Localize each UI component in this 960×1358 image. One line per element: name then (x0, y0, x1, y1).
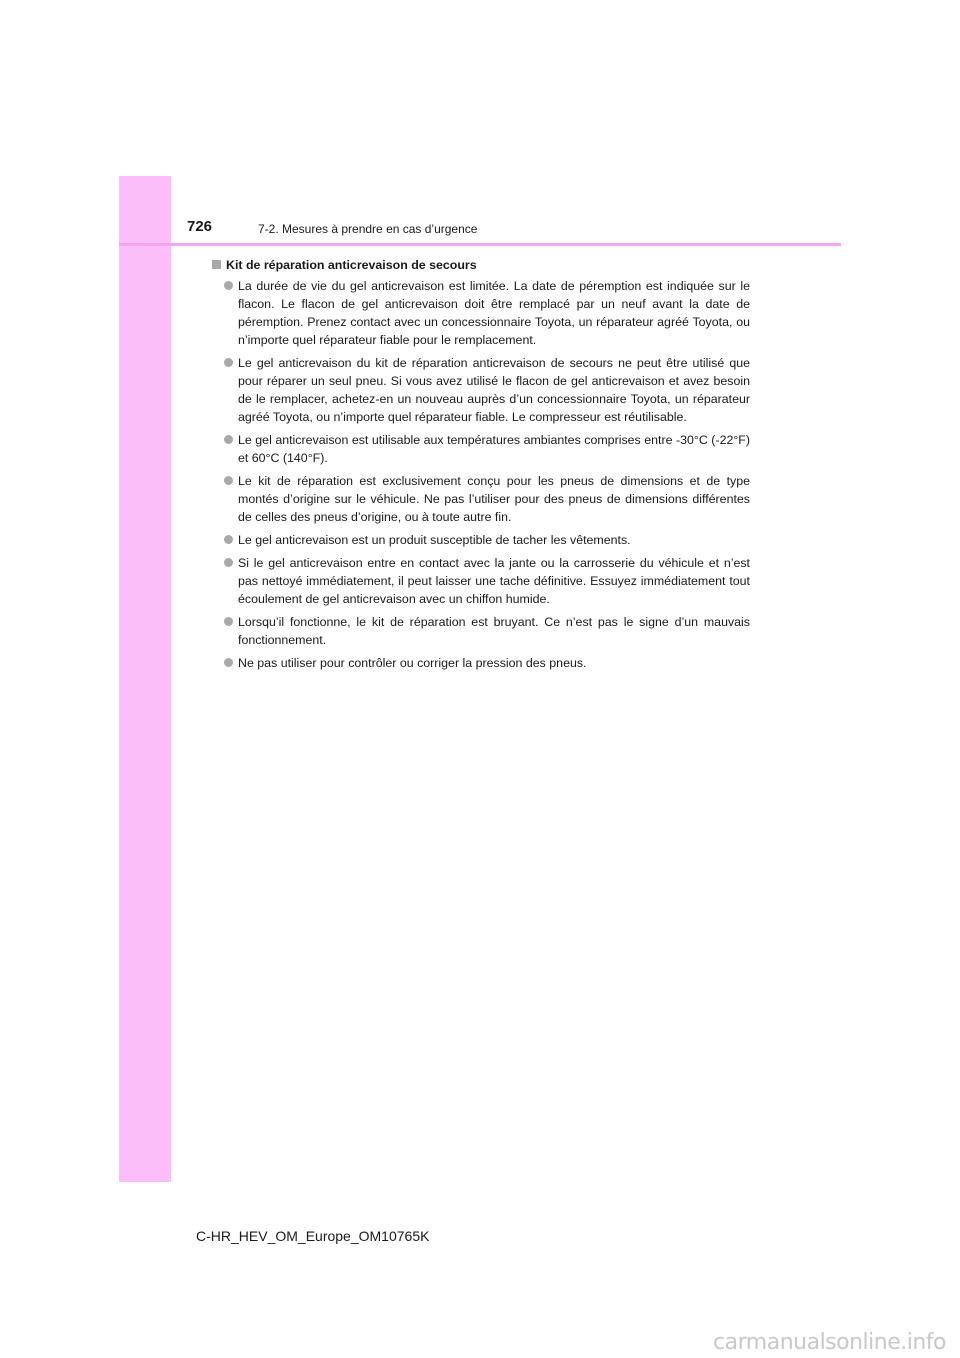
circle-bullet-icon (224, 558, 233, 567)
list-item-text: Le gel anticrevaison du kit de réparation anticrevaison de secours ne peut être utilisé que pour réparer un seul pneu. Si vous avez utilisé le flacon de gel anticrevaison et avez besoin de le remplacer, achetez-en un nouveau auprès d’un concessionnaire Toyota, un réparateur agréé Toyota, ou n’importe quel réparateur fiable. Le compresseur est réutilisable. (238, 356, 750, 424)
square-bullet-icon (212, 260, 221, 269)
circle-bullet-icon (224, 281, 233, 290)
circle-bullet-icon (224, 476, 233, 485)
list-item (224, 472, 750, 526)
list-item (224, 354, 750, 426)
circle-bullet-icon (224, 617, 233, 626)
section-heading-text: Kit de réparation anticrevaison de secours (226, 258, 477, 272)
list-item-text: Le kit de réparation est exclusivement conçu pour les pneus de dimensions et de type montés d’origine sur le véhicule. Ne pas l’utiliser pour des pneus de dimensions différentes de celles des pneus d’origine, ou à toute autre fin. (238, 474, 750, 524)
list-item (224, 613, 750, 649)
header-rule (119, 243, 841, 246)
header-band-tab (119, 176, 171, 244)
page-number: 726 (187, 218, 213, 235)
list-item (224, 654, 750, 672)
list-item (224, 554, 750, 608)
list-item (224, 431, 750, 467)
watermark-text[interactable]: carmanualsonline.info (713, 1330, 946, 1355)
list-item-text: Ne pas utiliser pour contrôler ou corriger la pression des pneus. (238, 656, 587, 670)
list-item-text: La durée de vie du gel anticrevaison est limitée. La date de péremption est indiquée sur le flacon. Le flacon de gel anticrevaison doit être remplacé par un neuf avant la date de péremption. Prenez contact avec un concessionnaire Toyota, un réparateur agréé Toyota, ou n’importe quel réparateur fiable pour le remplacement. (238, 279, 750, 347)
circle-bullet-icon (224, 535, 233, 544)
section-heading (212, 256, 750, 274)
circle-bullet-icon (224, 435, 233, 444)
list-item-text: Lorsqu’il fonctionne, le kit de réparation est bruyant. Ce n’est pas le signe d’un mauvais fonctionnement. (238, 615, 750, 647)
content-section (212, 256, 750, 677)
section-title: 7-2. Mesures à prendre en cas d’urgence (258, 222, 478, 236)
header-band (119, 176, 841, 244)
list-item-text: Le gel anticrevaison est utilisable aux températures ambiantes comprises entre -30°C (-22°F) et 60°C (140°F). (238, 433, 750, 465)
list-item-text: Si le gel anticrevaison entre en contact avec la jante ou la carrosserie du véhicule et n’est pas nettoyé immédiatement, il peut laisser une tache définitive. Essuyez immédiatement tout écoulement de gel anticrevaison avec un chiffon humide. (238, 556, 750, 606)
list-item-text: Le gel anticrevaison est un produit susceptible de tacher les vêtements. (238, 533, 631, 547)
circle-bullet-icon (224, 658, 233, 667)
list-item (224, 531, 750, 549)
side-color-band (119, 176, 171, 1182)
list-item (224, 277, 750, 349)
circle-bullet-icon (224, 358, 233, 367)
document-id: C-HR_HEV_OM_Europe_OM10765K (196, 1228, 430, 1244)
